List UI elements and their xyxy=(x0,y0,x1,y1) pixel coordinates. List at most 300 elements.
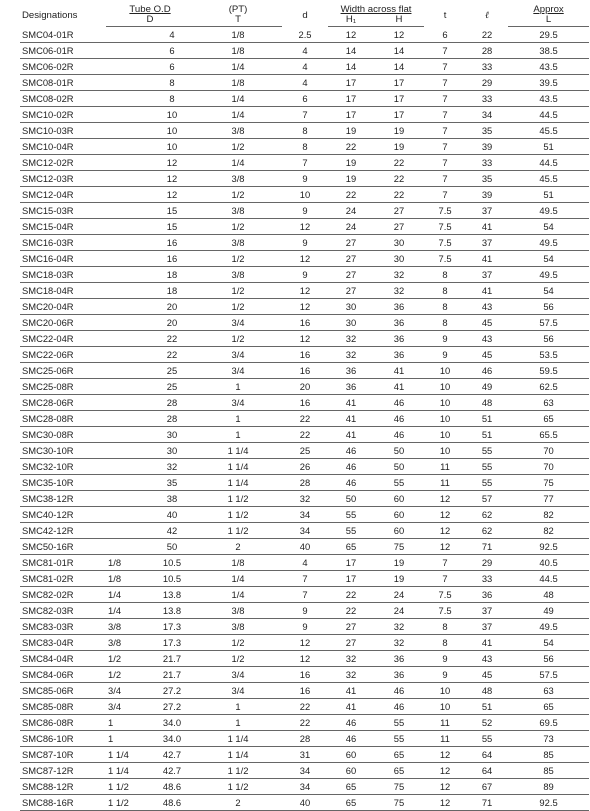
h-cell: 41 xyxy=(374,363,424,379)
tube-od-mm-cell: 34.0 xyxy=(150,715,194,731)
table-row xyxy=(20,507,589,523)
designation-cell: SMC81-01R xyxy=(20,555,106,571)
approx-l-cell: 92.5 xyxy=(508,539,589,555)
d-cell: 12 xyxy=(282,331,328,347)
designation-cell: SMC86-10R xyxy=(20,731,106,747)
h1-cell: 60 xyxy=(328,747,374,763)
pt-cell: 1/2 xyxy=(194,251,282,267)
tube-od-mm-cell: 28 xyxy=(150,411,194,427)
approx-l-cell: 57.5 xyxy=(508,667,589,683)
approx-label: Approx xyxy=(533,4,564,15)
tube-od-mm-cell: 8 xyxy=(150,75,194,91)
l-cell: 51 xyxy=(466,411,508,427)
t-cell: 7 xyxy=(424,43,466,59)
approx-l-cell: 70 xyxy=(508,459,589,475)
t-cell: 8 xyxy=(424,635,466,651)
pt-cell: 3/8 xyxy=(194,203,282,219)
table-row xyxy=(20,171,589,187)
pt-cell: 3/8 xyxy=(194,123,282,139)
pt-cell: 1 1/2 xyxy=(194,779,282,795)
approx-l-cell: 63 xyxy=(508,395,589,411)
tube-od-mm-cell: 35 xyxy=(150,475,194,491)
approx-l-cell: 40.5 xyxy=(508,555,589,571)
l-cell: 71 xyxy=(466,795,508,811)
tube-od-inch-cell: 1 1/2 xyxy=(106,795,150,811)
t-cell: 7.5 xyxy=(424,587,466,603)
tube-od-mm-cell: 50 xyxy=(150,539,194,555)
designation-cell: SMC82-03R xyxy=(20,603,106,619)
designation-cell: SMC30-08R xyxy=(20,427,106,443)
pt-cell: 1/4 xyxy=(194,107,282,123)
pt-cell: 1 1/4 xyxy=(194,459,282,475)
h1-header: H₁ xyxy=(328,15,374,27)
l-cell: 33 xyxy=(466,91,508,107)
d-cell: 25 xyxy=(282,443,328,459)
designation-cell: SMC25-08R xyxy=(20,379,106,395)
h-cell: 19 xyxy=(374,555,424,571)
l-cell: 52 xyxy=(466,715,508,731)
table-row xyxy=(20,267,589,283)
designation-cell: SMC30-10R xyxy=(20,443,106,459)
pt-cell: 3/8 xyxy=(194,267,282,283)
designation-cell: SMC12-03R xyxy=(20,171,106,187)
h1-cell: 24 xyxy=(328,219,374,235)
l-cell: 45 xyxy=(466,315,508,331)
l-cell: 28 xyxy=(466,43,508,59)
l-cell: 51 xyxy=(466,427,508,443)
pt-cell: 3/4 xyxy=(194,395,282,411)
l-cell: 33 xyxy=(466,155,508,171)
h1-cell: 60 xyxy=(328,763,374,779)
table-row xyxy=(20,43,589,59)
d-cell: 22 xyxy=(282,715,328,731)
l-cell: 64 xyxy=(466,763,508,779)
t-cell: 7 xyxy=(424,59,466,75)
table-row xyxy=(20,235,589,251)
pt-cell: 3/8 xyxy=(194,171,282,187)
t-cell: 10 xyxy=(424,395,466,411)
tube-od-inch-cell: 1 1/4 xyxy=(106,763,150,779)
h-cell: 46 xyxy=(374,699,424,715)
tube-od-inch-cell xyxy=(106,539,150,555)
d-cell: 9 xyxy=(282,603,328,619)
tube-od-inch-cell xyxy=(106,203,150,219)
h-cell: 65 xyxy=(374,763,424,779)
tube-od-mm-cell: 18 xyxy=(150,283,194,299)
table-row xyxy=(20,651,589,667)
tube-od-inch-cell xyxy=(106,43,150,59)
pt-cell: 3/4 xyxy=(194,683,282,699)
approx-l-cell: 54 xyxy=(508,219,589,235)
approx-l-cell: 54 xyxy=(508,635,589,651)
pt-cell: 1/2 xyxy=(194,299,282,315)
tube-od-mm-cell: 42 xyxy=(150,523,194,539)
approx-l-cell: 43.5 xyxy=(508,91,589,107)
l-cell: 29 xyxy=(466,555,508,571)
h-cell: 19 xyxy=(374,139,424,155)
l-cell: 22 xyxy=(466,27,508,43)
h-cell: 22 xyxy=(374,187,424,203)
t-cell: 12 xyxy=(424,747,466,763)
table-row xyxy=(20,91,589,107)
h1-cell: 19 xyxy=(328,155,374,171)
pt-cell: 1 xyxy=(194,427,282,443)
h1-cell: 41 xyxy=(328,411,374,427)
h1-cell: 19 xyxy=(328,123,374,139)
table-row xyxy=(20,699,589,715)
designation-cell: SMC18-04R xyxy=(20,283,106,299)
approx-l-cell: 63 xyxy=(508,683,589,699)
pt-cell: 2 xyxy=(194,539,282,555)
approx-l-cell: 56 xyxy=(508,331,589,347)
tube-od-inch-cell xyxy=(106,411,150,427)
approx-l-cell: 65.5 xyxy=(508,427,589,443)
t-cell: 12 xyxy=(424,523,466,539)
t-cell: 7 xyxy=(424,187,466,203)
h1-cell: 41 xyxy=(328,699,374,715)
tube-od-inch-cell: 1/8 xyxy=(106,555,150,571)
tube-od-inch-cell xyxy=(106,331,150,347)
tube-od-inch-cell: 1/2 xyxy=(106,651,150,667)
pt-cell: 1/2 xyxy=(194,331,282,347)
h-cell: 75 xyxy=(374,539,424,555)
table-row xyxy=(20,427,589,443)
tube-od-inch-cell xyxy=(106,75,150,91)
h1-cell: 22 xyxy=(328,603,374,619)
t-header: t xyxy=(443,9,447,21)
table-row xyxy=(20,331,589,347)
d-cell: 8 xyxy=(282,139,328,155)
t-cell: 12 xyxy=(424,539,466,555)
h-cell: 17 xyxy=(374,91,424,107)
h1-cell: 41 xyxy=(328,427,374,443)
d-header: d xyxy=(302,9,308,21)
approx-l-cell: 65 xyxy=(508,699,589,715)
pt-cell: 1/4 xyxy=(194,571,282,587)
table-row xyxy=(20,747,589,763)
approx-l-cell: 56 xyxy=(508,299,589,315)
l-cell: 48 xyxy=(466,395,508,411)
tube-od-inch-cell xyxy=(106,171,150,187)
t-cell: 7 xyxy=(424,75,466,91)
tube-od-mm-cell: 8 xyxy=(150,91,194,107)
h1-cell: 17 xyxy=(328,75,374,91)
tube-od-mm-cell: 28 xyxy=(150,395,194,411)
tube-od-inch-cell xyxy=(106,507,150,523)
tube-od-mm-cell: 25 xyxy=(150,379,194,395)
l-cell: 46 xyxy=(466,363,508,379)
t-cell: 8 xyxy=(424,315,466,331)
t-cell: 7 xyxy=(424,155,466,171)
tube-od-mm-cell: 32 xyxy=(150,459,194,475)
pt-cell: 1 1/4 xyxy=(194,443,282,459)
h-cell: 46 xyxy=(374,395,424,411)
tube-od-mm-cell: 27.2 xyxy=(150,699,194,715)
l-cell: 55 xyxy=(466,731,508,747)
d-cell: 22 xyxy=(282,411,328,427)
tube-od-mm-cell: 16 xyxy=(150,251,194,267)
tube-od-symbol: D xyxy=(106,15,194,27)
tube-od-mm-cell: 4 xyxy=(150,27,194,43)
approx-l-cell: 54 xyxy=(508,283,589,299)
h-cell: 60 xyxy=(374,491,424,507)
t-cell: 9 xyxy=(424,347,466,363)
designation-cell: SMC12-02R xyxy=(20,155,106,171)
h-cell: 55 xyxy=(374,715,424,731)
h1-cell: 17 xyxy=(328,555,374,571)
pt-cell: 1/2 xyxy=(194,219,282,235)
l-cell: 55 xyxy=(466,459,508,475)
d-cell: 7 xyxy=(282,571,328,587)
width-across-flat-label: Width across flat xyxy=(340,4,412,15)
t-cell: 10 xyxy=(424,427,466,443)
l-cell: 64 xyxy=(466,747,508,763)
h1-cell: 14 xyxy=(328,43,374,59)
table-row xyxy=(20,139,589,155)
h1-cell: 24 xyxy=(328,203,374,219)
l-cell: 36 xyxy=(466,587,508,603)
h-cell: 46 xyxy=(374,411,424,427)
t-cell: 7 xyxy=(424,139,466,155)
h-cell: 19 xyxy=(374,123,424,139)
d-cell: 7 xyxy=(282,155,328,171)
t-cell: 7 xyxy=(424,171,466,187)
l-cell: 55 xyxy=(466,475,508,491)
pt-cell: 1/4 xyxy=(194,155,282,171)
designation-cell: SMC82-02R xyxy=(20,587,106,603)
d-cell: 32 xyxy=(282,491,328,507)
table-row xyxy=(20,779,589,795)
approx-l-cell: 89 xyxy=(508,779,589,795)
tube-od-inch-cell: 3/8 xyxy=(106,619,150,635)
h1-cell: 46 xyxy=(328,715,374,731)
designation-cell: SMC18-03R xyxy=(20,267,106,283)
tube-od-mm-cell: 17.3 xyxy=(150,635,194,651)
pt-cell: 1 1/2 xyxy=(194,491,282,507)
tube-od-inch-cell: 3/4 xyxy=(106,683,150,699)
tube-od-mm-cell: 10.5 xyxy=(150,571,194,587)
tube-od-inch-cell xyxy=(106,379,150,395)
h1-cell: 27 xyxy=(328,635,374,651)
table-row xyxy=(20,603,589,619)
l-cell: 43 xyxy=(466,651,508,667)
approx-header xyxy=(508,3,589,15)
tube-od-mm-cell: 13.8 xyxy=(150,587,194,603)
approx-l-cell: 44.5 xyxy=(508,107,589,123)
approx-l-cell: 48 xyxy=(508,587,589,603)
t-cell: 12 xyxy=(424,507,466,523)
tube-od-mm-cell: 22 xyxy=(150,331,194,347)
designation-cell: SMC83-04R xyxy=(20,635,106,651)
pt-cell: 1/8 xyxy=(194,75,282,91)
tube-od-mm-cell: 27.2 xyxy=(150,683,194,699)
tube-od-inch-cell: 3/8 xyxy=(106,635,150,651)
tube-od-mm-cell: 42.7 xyxy=(150,763,194,779)
t-cell: 10 xyxy=(424,379,466,395)
h-cell: 32 xyxy=(374,283,424,299)
h1-cell: 27 xyxy=(328,251,374,267)
h1-cell: 65 xyxy=(328,795,374,811)
d-cell: 16 xyxy=(282,395,328,411)
designation-cell: SMC87-12R xyxy=(20,763,106,779)
approx-l-cell: 51 xyxy=(508,187,589,203)
h-cell: 60 xyxy=(374,523,424,539)
tube-od-inch-cell xyxy=(106,475,150,491)
approx-l-cell: 45.5 xyxy=(508,171,589,187)
designation-cell: SMC08-02R xyxy=(20,91,106,107)
width-across-flat-header xyxy=(328,3,424,15)
tube-od-inch-cell xyxy=(106,443,150,459)
l-cell: 34 xyxy=(466,107,508,123)
l-small-header: ℓ xyxy=(485,9,490,21)
approx-l-cell: 44.5 xyxy=(508,571,589,587)
t-cell: 7.5 xyxy=(424,603,466,619)
tube-od-inch-cell xyxy=(106,107,150,123)
t-cell: 7.5 xyxy=(424,219,466,235)
table-row xyxy=(20,299,589,315)
designation-cell: SMC32-10R xyxy=(20,459,106,475)
h1-cell: 27 xyxy=(328,283,374,299)
tube-od-inch-cell xyxy=(106,27,150,43)
h1-cell: 17 xyxy=(328,91,374,107)
tube-od-mm-cell: 21.7 xyxy=(150,651,194,667)
h-cell: 12 xyxy=(374,27,424,43)
h-cell: 36 xyxy=(374,651,424,667)
h-cell: 36 xyxy=(374,331,424,347)
tube-od-inch-cell xyxy=(106,219,150,235)
table-row xyxy=(20,667,589,683)
d-cell: 4 xyxy=(282,43,328,59)
d-cell: 12 xyxy=(282,299,328,315)
d-cell: 22 xyxy=(282,699,328,715)
d-cell: 9 xyxy=(282,619,328,635)
tube-od-inch-cell xyxy=(106,267,150,283)
l-cell: 43 xyxy=(466,299,508,315)
d-cell: 12 xyxy=(282,251,328,267)
tube-od-mm-cell: 21.7 xyxy=(150,667,194,683)
tube-od-inch-cell: 1/8 xyxy=(106,571,150,587)
pt-cell: 1 1/4 xyxy=(194,747,282,763)
tube-od-mm-cell: 34.0 xyxy=(150,731,194,747)
table-row xyxy=(20,795,589,811)
pt-cell: 1/4 xyxy=(194,587,282,603)
d-cell: 28 xyxy=(282,731,328,747)
h-cell: 55 xyxy=(374,731,424,747)
h-cell: 27 xyxy=(374,219,424,235)
pt-cell: 1 xyxy=(194,411,282,427)
approx-l-cell: 70 xyxy=(508,443,589,459)
tube-od-inch-cell xyxy=(106,91,150,107)
approx-l-cell: 44.5 xyxy=(508,155,589,171)
h-cell: 14 xyxy=(374,43,424,59)
pt-cell: 1/2 xyxy=(194,651,282,667)
designation-cell: SMC25-06R xyxy=(20,363,106,379)
pt-cell: 1/2 xyxy=(194,187,282,203)
tube-od-mm-cell: 48.6 xyxy=(150,779,194,795)
h1-cell: 46 xyxy=(328,443,374,459)
t-cell: 9 xyxy=(424,667,466,683)
h1-cell: 27 xyxy=(328,235,374,251)
d-cell: 34 xyxy=(282,763,328,779)
tube-od-mm-cell: 38 xyxy=(150,491,194,507)
designation-cell: SMC04-01R xyxy=(20,27,106,43)
table-row xyxy=(20,251,589,267)
designation-cell: SMC84-04R xyxy=(20,651,106,667)
table-row xyxy=(20,635,589,651)
d-cell: 4 xyxy=(282,59,328,75)
table-row xyxy=(20,203,589,219)
h1-cell: 55 xyxy=(328,523,374,539)
t-cell: 7 xyxy=(424,123,466,139)
h1-cell: 17 xyxy=(328,107,374,123)
pt-cell: 3/8 xyxy=(194,235,282,251)
approx-l-cell: 82 xyxy=(508,523,589,539)
tube-od-mm-cell: 20 xyxy=(150,315,194,331)
l-cell: 67 xyxy=(466,779,508,795)
d-cell: 10 xyxy=(282,187,328,203)
d-cell: 2.5 xyxy=(282,27,328,43)
tube-od-mm-cell: 12 xyxy=(150,155,194,171)
l-cell: 35 xyxy=(466,123,508,139)
tube-od-inch-cell xyxy=(106,139,150,155)
tube-od-header xyxy=(106,3,194,15)
t-cell: 10 xyxy=(424,443,466,459)
specification-table xyxy=(20,3,589,811)
h1-cell: 41 xyxy=(328,683,374,699)
t-cell: 12 xyxy=(424,491,466,507)
tube-od-mm-cell: 13.8 xyxy=(150,603,194,619)
h-cell: 36 xyxy=(374,299,424,315)
d-cell: 16 xyxy=(282,315,328,331)
t-cell: 10 xyxy=(424,411,466,427)
d-cell: 16 xyxy=(282,683,328,699)
table-row xyxy=(20,187,589,203)
tube-od-inch-cell xyxy=(106,523,150,539)
approx-l-cell: 59.5 xyxy=(508,363,589,379)
table-row xyxy=(20,123,589,139)
t-cell: 7 xyxy=(424,91,466,107)
table-row xyxy=(20,219,589,235)
h1-cell: 46 xyxy=(328,459,374,475)
tube-od-mm-cell: 6 xyxy=(150,43,194,59)
d-cell: 12 xyxy=(282,219,328,235)
l-cell: 55 xyxy=(466,443,508,459)
tube-od-mm-cell: 17.3 xyxy=(150,619,194,635)
h-cell: 50 xyxy=(374,443,424,459)
h1-cell: 65 xyxy=(328,539,374,555)
l-cell: 37 xyxy=(466,235,508,251)
pt-cell: 1/8 xyxy=(194,555,282,571)
d-cell: 28 xyxy=(282,475,328,491)
l-cell: 41 xyxy=(466,251,508,267)
approx-l-cell: 85 xyxy=(508,763,589,779)
designation-cell: SMC85-06R xyxy=(20,683,106,699)
table-row xyxy=(20,715,589,731)
pt-cell: 3/4 xyxy=(194,315,282,331)
d-cell: 4 xyxy=(282,75,328,91)
table-row xyxy=(20,619,589,635)
d-cell: 7 xyxy=(282,107,328,123)
l-cell: 37 xyxy=(466,603,508,619)
h-cell: 32 xyxy=(374,635,424,651)
d-cell: 12 xyxy=(282,651,328,667)
pt-cell: 2 xyxy=(194,795,282,811)
d-cell: 40 xyxy=(282,795,328,811)
h1-cell: 19 xyxy=(328,171,374,187)
h1-cell: 17 xyxy=(328,571,374,587)
tube-od-mm-cell: 18 xyxy=(150,267,194,283)
approx-l-cell: 54 xyxy=(508,251,589,267)
